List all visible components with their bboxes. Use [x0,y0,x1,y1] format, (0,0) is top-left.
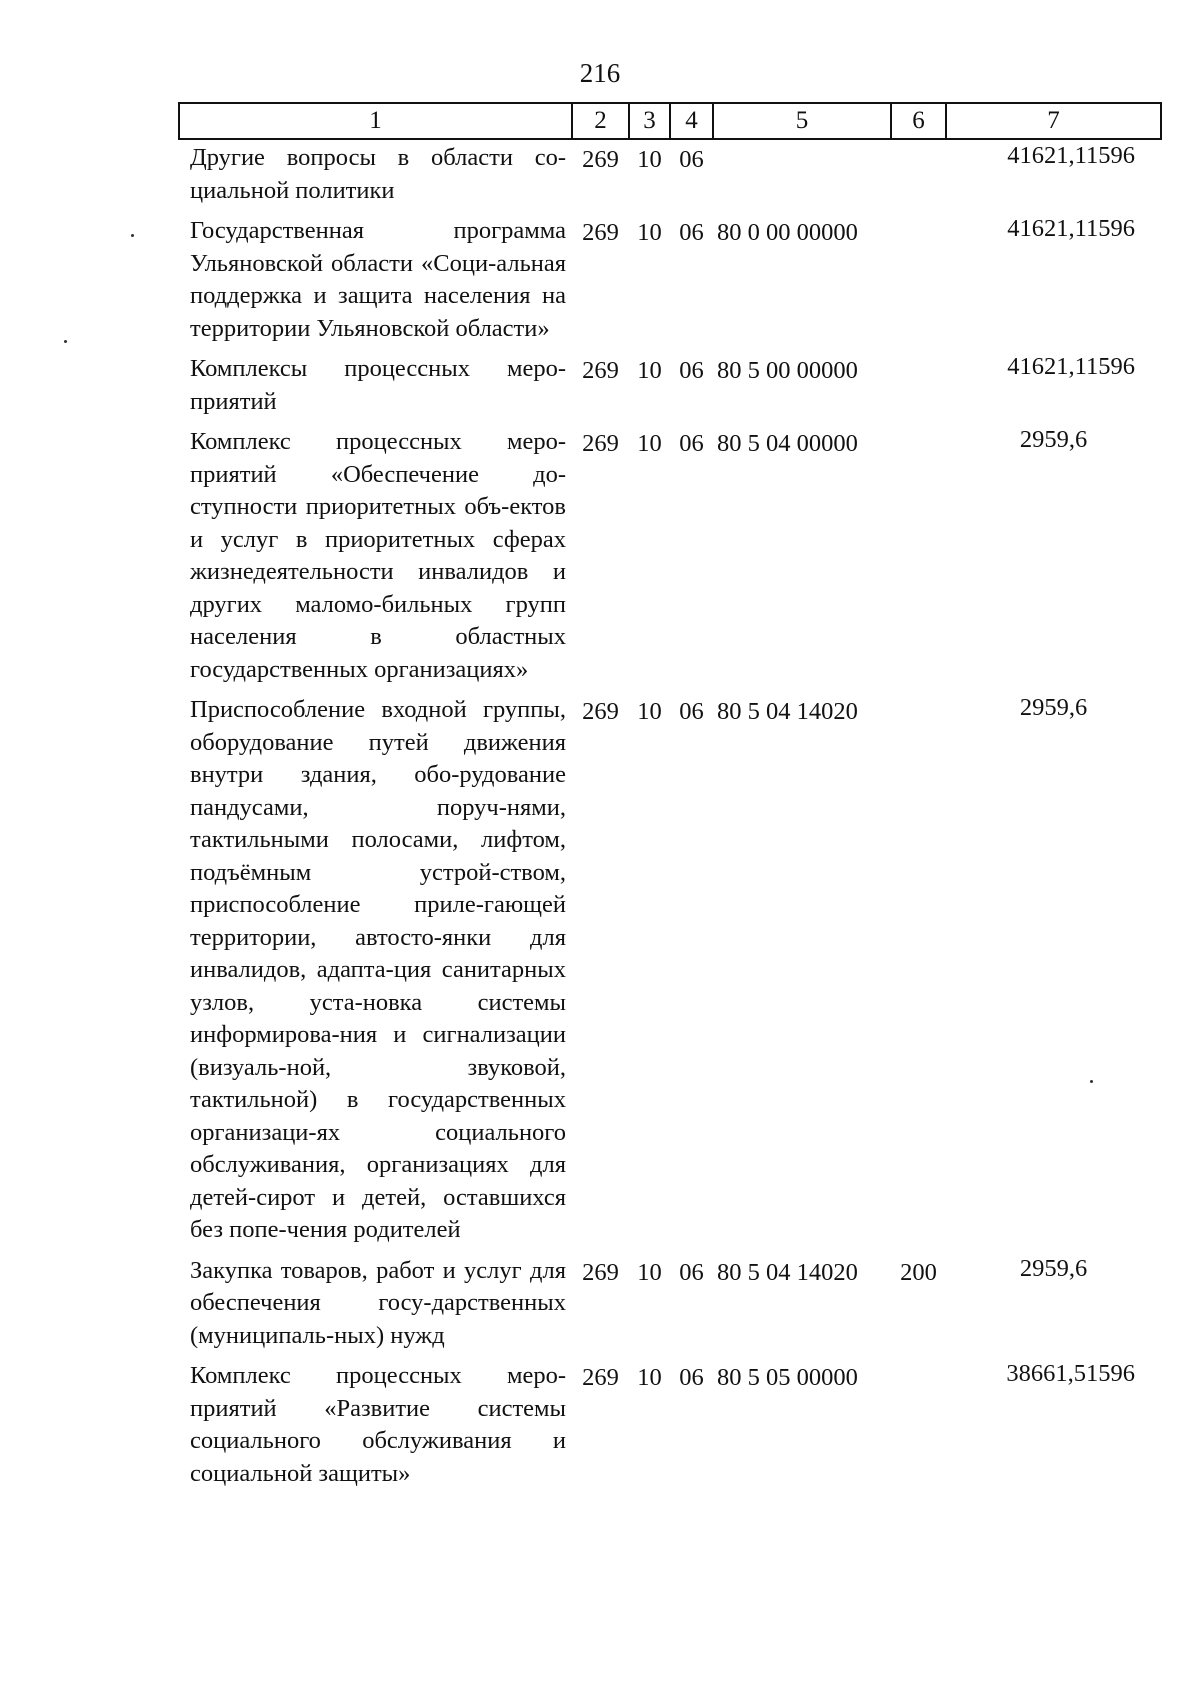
row-amount: 2959,6 [1019,1254,1088,1282]
scan-speck [1090,1080,1093,1083]
row-expense-type [891,213,946,351]
row-amount: 41621,11596 [1007,353,1135,380]
row-name: Комплекс процессных меро-приятий «Обеспечение до-ступности приоритетных объ-ектов и услуг в приоритетных сферах жизнедеятельности инвалидов и других маломо-бильных групп населения в областных государственных организациях» [190,428,566,683]
row-target-article: 80 5 04 14020 [717,698,858,725]
table-row [179,1253,1161,1359]
row-name: Приспособление входной группы, оборудование путей движения внутри здания, обо-рудование пандусами, поруч-нями, тактильными полосами, лифтом, подъёмным устрой-ством, приспособление приле-гающей территории, автосто-янки для инвалидов, адапта-ция санитарных узлов, уста-новка системы информирова-ния и сигнализации (визуаль-ной, звуковой, тактильной) в государственных организаци-ях социального обслуживания, организациях для детей-сирот и детей, оставшихся без попе-чения родителей [190,696,566,1243]
row-section: 10 [637,219,662,246]
row-section: 10 [637,698,662,725]
table-row [179,213,1161,351]
row-subsection: 06 [679,146,704,173]
scan-speck [64,340,67,343]
row-name: Закупка товаров, работ и услуг для обеспечения госу-дарственных (муниципаль-ных) нужд [190,1256,566,1349]
row-section: 10 [637,357,662,384]
row-expense-type [891,1358,946,1496]
header-col-3: 3 [629,103,670,139]
row-grbs: 269 [582,219,619,246]
row-grbs: 269 [582,1258,619,1286]
row-name: Комплексы процессных меро-приятий [190,355,566,415]
budget-table-container [178,102,1160,1496]
row-expense-type [891,424,946,692]
header-col-7: 7 [946,103,1161,139]
row-expense-type [891,692,946,1253]
table-row [179,139,1161,213]
row-expense-type [891,139,946,213]
scan-speck [131,234,134,237]
row-amount: 38661,51596 [1006,1360,1135,1387]
row-section: 10 [637,1364,662,1391]
row-subsection: 06 [679,357,704,384]
row-subsection: 06 [679,219,704,246]
row-subsection: 06 [679,1364,704,1391]
table-row [179,1358,1161,1496]
header-row [179,103,1161,139]
row-section: 10 [637,146,662,173]
table-row [179,424,1161,692]
row-grbs: 269 [582,146,619,173]
table-body [179,139,1161,1496]
row-amount: 41621,11596 [1007,215,1135,242]
header-col-1: 1 [179,103,572,139]
row-grbs: 269 [582,698,619,725]
row-amount: 2959,6 [1019,694,1088,721]
page-number: 216 [579,58,621,88]
row-section: 10 [637,430,662,457]
row-section: 10 [637,1258,662,1286]
row-target-article [713,139,891,213]
row-grbs: 269 [582,357,619,384]
row-target-article: 80 5 05 00000 [717,1364,858,1391]
row-subsection: 06 [679,430,704,457]
row-amount: 41621,11596 [1007,142,1135,169]
header-col-5: 5 [713,103,891,139]
row-amount: 2959,6 [1019,426,1088,453]
row-name: Государственная программа Ульяновской области «Соци-альная поддержка и защита населения на территории Ульяновской области» [190,217,566,342]
row-target-article: 80 5 04 14020 [717,1258,858,1286]
table-row [179,692,1161,1253]
table-header [179,103,1161,139]
header-col-6: 6 [891,103,946,139]
row-subsection: 06 [679,698,704,725]
row-target-article: 80 0 00 00000 [717,219,858,246]
row-expense-type: 200 [900,1258,937,1286]
header-col-2: 2 [572,103,629,139]
row-name: Комплекс процессных меро-приятий «Развитие системы социального обслуживания и социальной защиты» [190,1362,566,1487]
row-expense-type [891,351,946,424]
row-subsection: 06 [679,1258,704,1286]
table-row [179,351,1161,424]
row-target-article: 80 5 04 00000 [717,430,858,457]
row-grbs: 269 [582,1364,619,1391]
row-target-article: 80 5 00 00000 [717,357,858,384]
row-name: Другие вопросы в области со-циальной политики [190,144,566,204]
row-grbs: 269 [582,430,619,457]
budget-table [178,102,1162,1496]
header-col-4: 4 [670,103,713,139]
